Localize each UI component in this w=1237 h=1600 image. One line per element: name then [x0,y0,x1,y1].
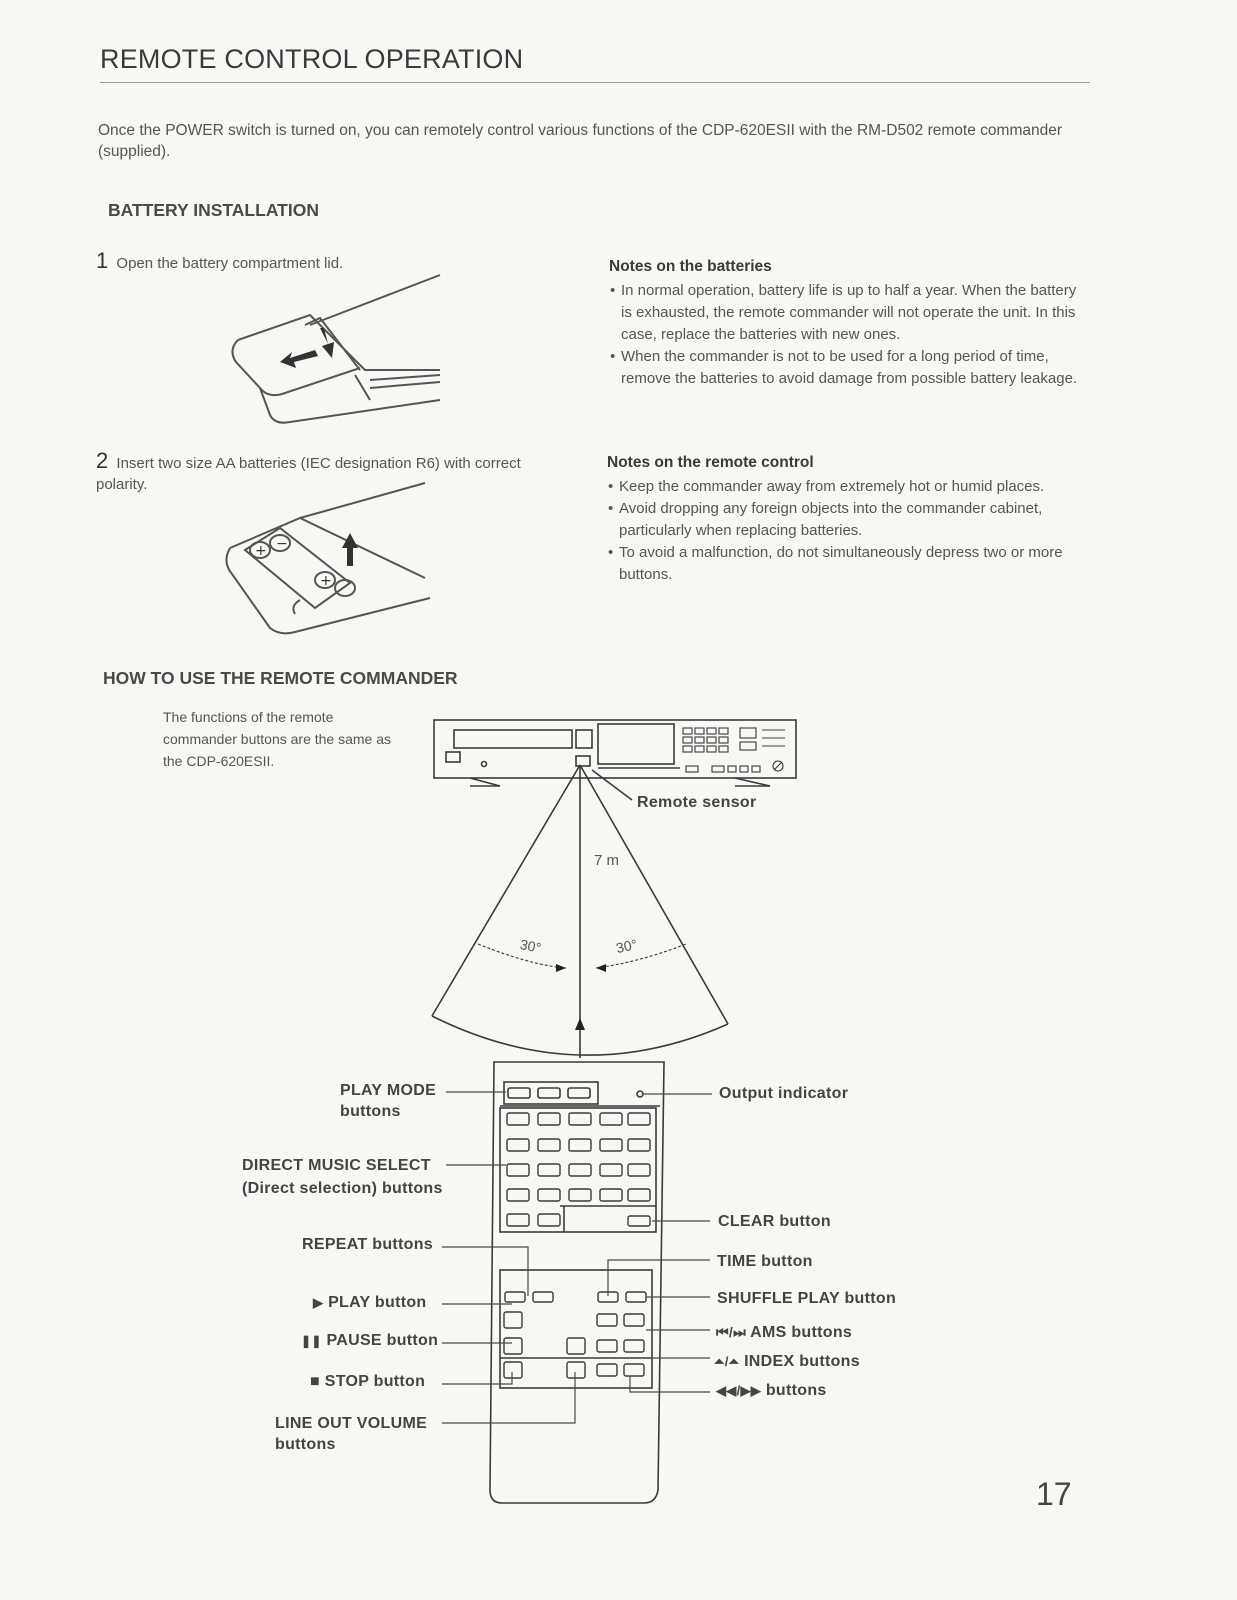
line-out-sub: buttons [275,1436,336,1453]
step-1-number: 1 [96,248,109,273]
index-label [714,1353,860,1371]
stop-icon: ■ [310,1373,320,1390]
shuffle-label: SHUFFLE PLAY button [717,1290,897,1307]
direct-music-label [242,1154,443,1200]
clear-label: CLEAR button [718,1213,831,1230]
time-label: TIME button [717,1253,813,1270]
line-out-text: LINE OUT VOLUME [275,1415,428,1432]
search-text: buttons [765,1382,827,1399]
battery-heading: BATTERY INSTALLATION [108,200,319,220]
list-item: • In normal operation, battery life is up to half a year. When the battery is exhausted, the remote commander will not operate the unit. In this case, replace the batteries with new ones. [621,280,1084,346]
stop-text: STOP button [324,1373,426,1390]
play-mode-sub: buttons [340,1103,401,1120]
play-icon: ▶ [313,1295,324,1310]
ams-label [716,1324,852,1342]
notes-remote-title: Notes on the remote control [607,454,814,471]
angle-right-label: 30° [614,935,639,957]
ams-icon: ⏮/⏭ [716,1324,746,1340]
functions-note: The functions of the remote commander buttons are the same as the CDP-620ESII. [163,709,392,769]
stop-label [310,1373,425,1391]
list-item: • When the commander is not to be used for a long period of time, remove the batteries to avoid damage from possible battery leakage. [621,346,1084,390]
page-number: 17 [1036,1476,1072,1512]
list-item: • Keep the commander away from extremely hot or humid places. [619,476,1082,498]
angle-left-label: 30° [518,935,543,957]
svg-text:+: + [320,573,332,589]
distance-label: 7 m [594,852,620,869]
svg-text:+: + [255,543,267,559]
line-out-label [275,1413,427,1455]
index-text: INDEX buttons [744,1353,860,1370]
direct-music-sub: (Direct selection) buttons [242,1180,443,1197]
page-title: REMOTE CONTROL OPERATION [100,44,524,74]
list-item: • To avoid a malfunction, do not simultaneously depress two or more buttons. [619,542,1082,586]
ams-text: AMS buttons [750,1324,853,1341]
play-mode-label [340,1080,436,1122]
play-text: PLAY button [328,1294,427,1311]
play-label [313,1294,426,1312]
list-item: • Avoid dropping any foreign objects into the commander cabinet, particularly when replacing batteries. [619,498,1082,542]
notes-batteries-title: Notes on the batteries [609,258,772,275]
direct-music-text: DIRECT MUSIC SELECT [242,1157,431,1174]
step-2-text: Insert two size AA batteries (IEC designation R6) with correct polarity. [96,455,521,493]
pause-label [301,1332,438,1350]
howto-heading: HOW TO USE THE REMOTE COMMANDER [103,668,458,688]
step-2-number: 2 [96,448,109,473]
svg-text:−: − [276,536,288,552]
search-icon: ◀◀/▶▶ [716,1383,762,1398]
output-indicator-label: Output indicator [719,1085,849,1102]
index-icon: ⏶/⏶ [714,1354,740,1369]
intro-paragraph: Once the POWER switch is turned on, you can remotely control various functions of the CDP-620ESII with the RM-D502 remote commander (supplied). [98,122,1062,160]
play-mode-text: PLAY MODE [340,1082,437,1099]
repeat-label: REPEAT buttons [302,1236,434,1253]
step-1-text: Open the battery compartment lid. [116,255,344,272]
search-label [716,1382,827,1400]
pause-icon: ❚❚ [301,1334,322,1348]
pause-text: PAUSE button [326,1332,439,1349]
remote-sensor-label: Remote sensor [637,794,757,811]
